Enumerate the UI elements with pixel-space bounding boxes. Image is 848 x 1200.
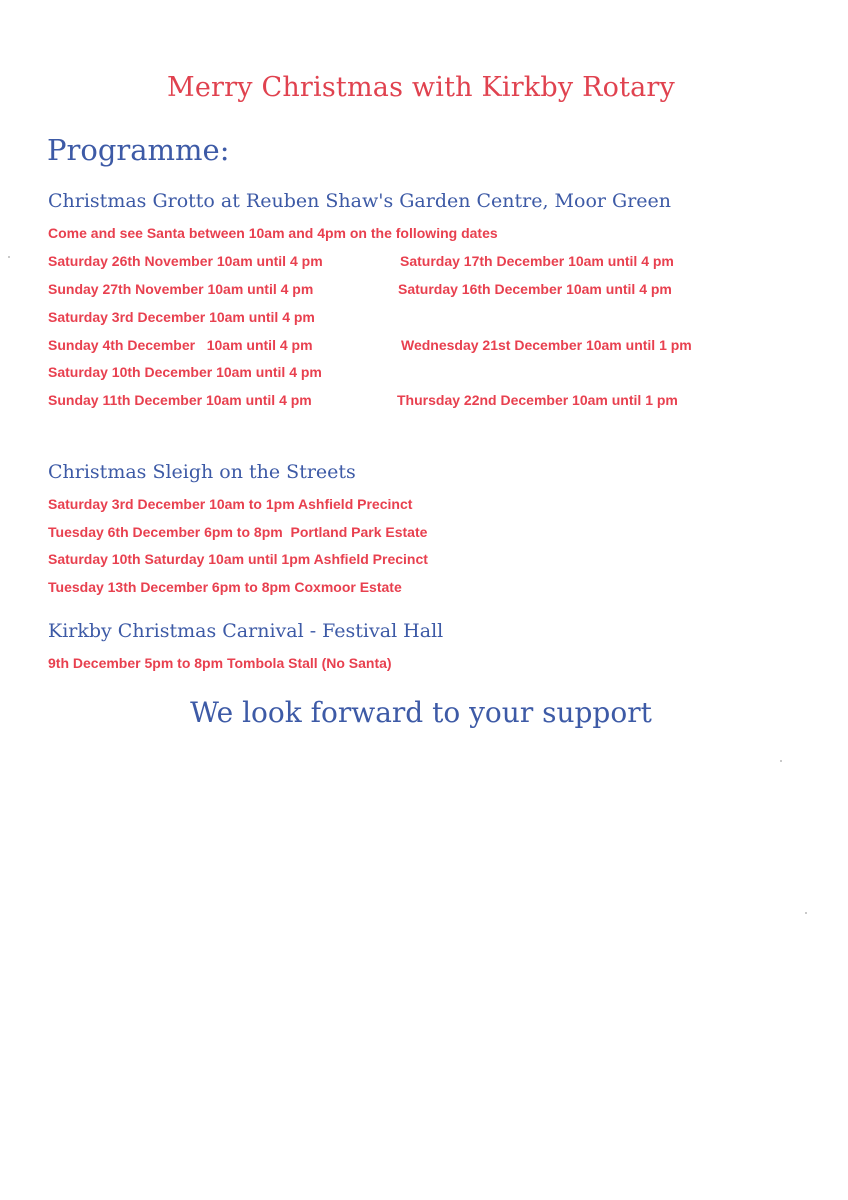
grotto-intro: Come and see Santa between 10am and 4pm on the following dates bbox=[48, 225, 498, 241]
scan-speck bbox=[780, 760, 782, 762]
programme-heading: Programme: bbox=[47, 133, 230, 167]
sleigh-date: Tuesday 13th December 6pm to 8pm Coxmoor Estate bbox=[48, 579, 402, 595]
sleigh-heading: Christmas Sleigh on the Streets bbox=[48, 461, 356, 483]
grotto-date-right: Saturday 17th December 10am until 4 pm bbox=[400, 253, 674, 269]
grotto-date-right: Saturday 16th December 10am until 4 pm bbox=[398, 281, 672, 297]
carnival-heading: Kirkby Christmas Carnival - Festival Hall bbox=[48, 620, 444, 642]
grotto-date-right: Thursday 22nd December 10am until 1 pm bbox=[397, 392, 678, 408]
sleigh-date: Saturday 3rd December 10am to 1pm Ashfield Precinct bbox=[48, 496, 413, 512]
page-title: Merry Christmas with Kirkby Rotary bbox=[167, 72, 675, 103]
grotto-date-left: Saturday 10th December 10am until 4 pm bbox=[48, 364, 322, 380]
closing-message: We look forward to your support bbox=[190, 696, 652, 729]
sleigh-date: Tuesday 6th December 6pm to 8pm Portland Park Estate bbox=[48, 524, 428, 540]
grotto-date-right: Wednesday 21st December 10am until 1 pm bbox=[401, 337, 692, 353]
scan-speck bbox=[805, 912, 807, 914]
grotto-date-left: Sunday 4th December 10am until 4 pm bbox=[48, 337, 313, 353]
grotto-date-left: Saturday 3rd December 10am until 4 pm bbox=[48, 309, 315, 325]
sleigh-date: Saturday 10th Saturday 10am until 1pm Ashfield Precinct bbox=[48, 551, 428, 567]
carnival-date: 9th December 5pm to 8pm Tombola Stall (No Santa) bbox=[48, 655, 392, 671]
grotto-heading: Christmas Grotto at Reuben Shaw's Garden Centre, Moor Green bbox=[48, 190, 672, 212]
grotto-date-left: Sunday 11th December 10am until 4 pm bbox=[48, 392, 312, 408]
grotto-date-left: Saturday 26th November 10am until 4 pm bbox=[48, 253, 323, 269]
grotto-date-left: Sunday 27th November 10am until 4 pm bbox=[48, 281, 314, 297]
scan-speck bbox=[8, 256, 10, 258]
